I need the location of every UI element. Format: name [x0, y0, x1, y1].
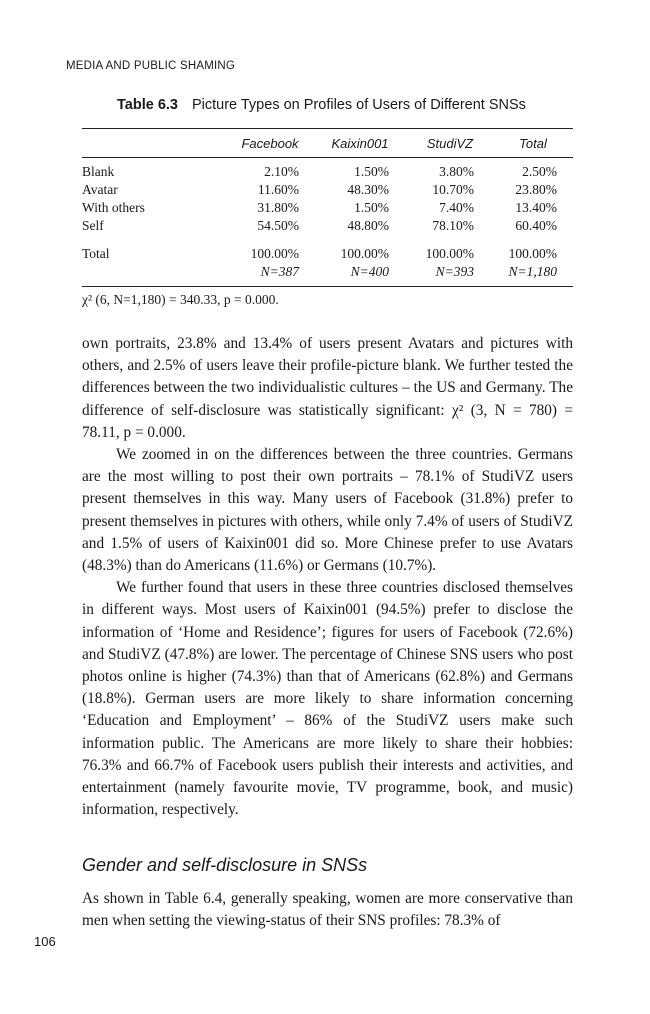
row-label: Blank: [82, 164, 115, 179]
table-cell: 100.00%: [250, 246, 299, 261]
table-bottom-rule: [82, 286, 573, 287]
table-title: Picture Types on Profiles of Users of Different SNSs: [191, 97, 526, 113]
table-cell: 100.00%: [340, 246, 389, 261]
table-cell: 2.10%: [264, 164, 299, 179]
page-number: 106: [34, 934, 56, 949]
column-header: Kaixin001: [331, 136, 389, 151]
table-cell: 11.60%: [257, 182, 299, 197]
table-cell: 48.80%: [347, 218, 389, 233]
table-cell: 78.10%: [432, 218, 474, 233]
table-cell: 3.80%: [439, 164, 474, 179]
row-label: Avatar: [82, 182, 118, 197]
paragraph: own portraits, 23.8% and 13.4% of users present Avatars and pictures with others, and 2.5% of users leave their profile-picture blank. We further tested the differences between the two individualistic cultures – the US and Germany. The difference of self-disclosure was statistically significant: χ² (3, N = 780) = 78.11, p = 0.000.: [82, 335, 573, 441]
table-cell: 2.50%: [522, 164, 557, 179]
table-cell: 54.50%: [257, 218, 299, 233]
column-header: Facebook: [241, 136, 299, 151]
paragraph: As shown in Table 6.4, generally speaking, women are more conservative than men when setting the viewing-status of their SNS profiles: 78.3% of: [82, 890, 573, 930]
row-label: Total: [82, 246, 110, 261]
table-cell: 7.40%: [439, 200, 474, 215]
n-cell: N=387: [260, 264, 299, 279]
n-cell: N=400: [350, 264, 389, 279]
section-heading: Gender and self-disclosure in SNSs: [82, 855, 368, 875]
row-label: With others: [82, 200, 145, 215]
running-head: MEDIA AND PUBLIC SHAMING: [66, 60, 236, 72]
table-cell: 1.50%: [354, 200, 389, 215]
section-body: [82, 888, 573, 932]
table-header-rule: [82, 157, 573, 158]
table-cell: 31.80%: [257, 200, 299, 215]
table-cell: 1.50%: [354, 164, 389, 179]
column-header: Total: [519, 136, 547, 151]
table-number: Table 6.3: [117, 97, 178, 113]
table-cell: 13.40%: [515, 200, 557, 215]
n-cell: N=393: [435, 264, 474, 279]
paragraph: We zoomed in on the differences between the three countries. Germans are the most willing to post their own portraits – 78.1% of StudiVZ users present themselves in this way. Many users of Facebook (31.8%) prefer to present themselves in pictures with others, while only 7.4% of users of StudiVZ and 1.5% of users of Kaixin001 did so. More Chinese prefer to use Avatars (48.3%) than do Americans (11.6%) or Germans (10.7%).: [82, 446, 573, 575]
body-text: [82, 333, 573, 821]
n-cell: N=1,180: [508, 264, 557, 279]
table-top-rule: [82, 128, 573, 129]
table-cell: 10.70%: [432, 182, 474, 197]
row-label: Self: [82, 218, 104, 233]
table-caption: [117, 97, 526, 113]
table-cell: 100.00%: [425, 246, 474, 261]
table-cell: 100.00%: [508, 246, 557, 261]
table-cell: 23.80%: [515, 182, 557, 197]
table-cell: 48.30%: [347, 182, 389, 197]
column-header: StudiVZ: [426, 136, 474, 151]
table-cell: 60.40%: [515, 218, 557, 233]
table-note: χ² (6, N=1,180) = 340.33, p = 0.000.: [82, 292, 279, 307]
paragraph: We further found that users in these three countries disclosed themselves in different ways. Most users of Kaixin001 (94.5%) prefer to disclose the information of ‘Home and Residence’; figures for users of Facebook (72.6%) and StudiVZ (47.8%) are lower. The percentage of Chinese SNS users who post photos online is higher (74.3%) than that of Americans (62.8%) and Germans (18.8%). German users are more likely to share information concerning ‘Education and Employment’ – 86% of the StudiVZ users make such information public. The Americans are more likely to share their hobbies: 76.3% and 66.7% of Facebook users publish their interests and activities, and entertainment (namely favourite movie, TV programme, book, and music) information, respectively.: [82, 579, 573, 819]
